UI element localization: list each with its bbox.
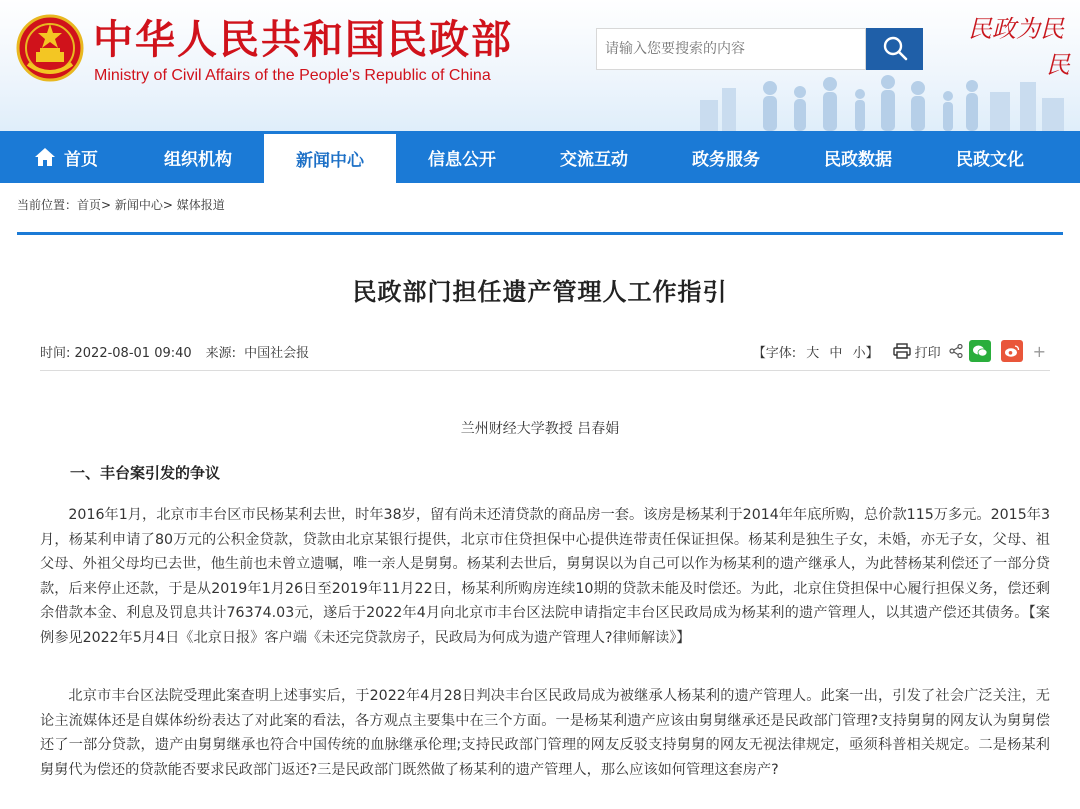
more-share-icon[interactable]: + [1032, 341, 1046, 361]
home-icon [34, 147, 56, 167]
article-paragraph: 北京市丰台区法院受理此案查明上述事实后，于2022年4月28日判决丰台区民政局成为被继承人杨某利的遗产管理人。此案一出，引发了社会广泛关注，无论主流媒体还是自媒体纷纷表达了对此案的看法，各方观点主要集中在三个方面。一是杨某利遗产应该由舅舅继承还是民政部门管理?支持舅舅的网友认为舅舅偿还了一部分贷款，遗产由舅舅继承也符合中国传统的血脉继承伦理;支持民政部门管理的网友反驳支持舅舅的网友无视法律规定，亟须科普相关规定。二是杨某利舅舅代为偿还的贷款能否要求民政部门返还?三是民政部门既然做了杨某利的遗产管理人，那么应该如何管理这套房产? [40, 688, 1050, 778]
font-size-large[interactable]: 大 [806, 345, 820, 361]
slogan-text: 民政为民 [968, 15, 1064, 43]
share-icon[interactable] [949, 344, 963, 358]
meta-divider [40, 370, 1050, 371]
breadcrumb-media[interactable]: 媒体报道 [176, 198, 225, 212]
nav-item-label: 首页 [64, 149, 98, 170]
search-icon [882, 35, 908, 61]
article-paragraph: 2016年1月，北京市丰台区市民杨某利去世，时年38岁，留有尚未还清贷款的商品房一套。该房是杨某利于2014年年底所购，总价款115万多元。2015年3月，杨某利申请了80万元的公积金贷款，贷款由北京某银行提供，北京市住贷担保中心提供连带责任保证担保。杨某利是独生子女，未婚，亦无子女，父母、祖父母、外祖父母均已去世，他生前也未曾立遗嘱，唯一亲人是舅舅。杨某利去世后，舅舅误以为自己可以作为杨某利的遗产继承人，为此替杨某利偿还了一部分贷款，后来停止还款，于是从2019年1月26日至2019年11月22日，杨某利所购房连续10期的贷款未能及时偿还。为此，北京住贷担保中心履行担保义务，偿还剩余借款本金、利息及罚息共计76374.03元，遂后于2022年4月向北京市丰台区法院申请指定丰台区民政局成为杨某利的遗产管理人，以其遗产偿还其债务。【案例参见2022年5月4日《北京日报》客户端《未还完贷款房子，民政局为何成为遗产管理人?律师解读》】 [40, 507, 1050, 646]
font-size-label: 【字体: [752, 345, 797, 361]
printer-icon [893, 343, 911, 359]
article-title: 民政部门担任遗产管理人工作指引 [352, 278, 728, 306]
nav-item-organization[interactable]: 组织机构 [164, 149, 232, 170]
publish-time: 时间: 2022-08-01 09:40 [40, 346, 192, 361]
print-button[interactable] [893, 342, 941, 361]
wechat-share-icon[interactable] [969, 340, 991, 362]
nav-item-services[interactable]: 政务服务 [692, 149, 760, 170]
search-input[interactable] [596, 28, 866, 70]
font-size-control [753, 342, 879, 361]
content-top-divider [17, 232, 1063, 235]
section-heading: 一、丰台案引发的争议 [70, 464, 221, 482]
main-nav [0, 131, 1080, 183]
nav-item-data[interactable]: 民政数据 [824, 149, 892, 170]
font-size-small[interactable]: 小】 [852, 345, 879, 361]
site-title-cn[interactable]: 中华人民共和国民政部 [93, 16, 513, 63]
font-size-medium[interactable]: 中 [829, 345, 843, 361]
article-meta [40, 340, 1050, 362]
breadcrumb [17, 196, 225, 213]
slogan-text-2: 民 [1046, 51, 1070, 79]
nav-item-home[interactable] [0, 131, 132, 183]
nav-item-interaction[interactable]: 交流互动 [560, 149, 628, 170]
nav-item-culture[interactable]: 民政文化 [956, 149, 1024, 170]
site-title-en[interactable]: Ministry of Civil Affairs of the People's Republic of China [94, 67, 491, 84]
nav-item-news-center[interactable]: 新闻中心 [264, 131, 396, 183]
wechat-icon [972, 344, 988, 358]
article-author: 兰州财经大学教授 吕春娟 [460, 421, 620, 437]
national-emblem-icon[interactable] [16, 14, 84, 82]
people-skyline-decoration [690, 70, 1080, 131]
source-name: 中国社会报 [244, 346, 310, 361]
source-label: 来源: [205, 346, 237, 361]
nav-item-info-disclosure[interactable]: 信息公开 [428, 149, 496, 170]
weibo-share-icon[interactable] [1001, 340, 1023, 362]
site-header [0, 0, 1080, 131]
print-label: 打印 [914, 345, 941, 361]
weibo-icon [1004, 344, 1020, 358]
breadcrumb-prefix: 当前位置： [17, 198, 78, 212]
breadcrumb-home[interactable]: 首页> [77, 198, 112, 212]
search-button[interactable] [866, 28, 923, 70]
breadcrumb-news[interactable]: 新闻中心> [114, 198, 173, 212]
